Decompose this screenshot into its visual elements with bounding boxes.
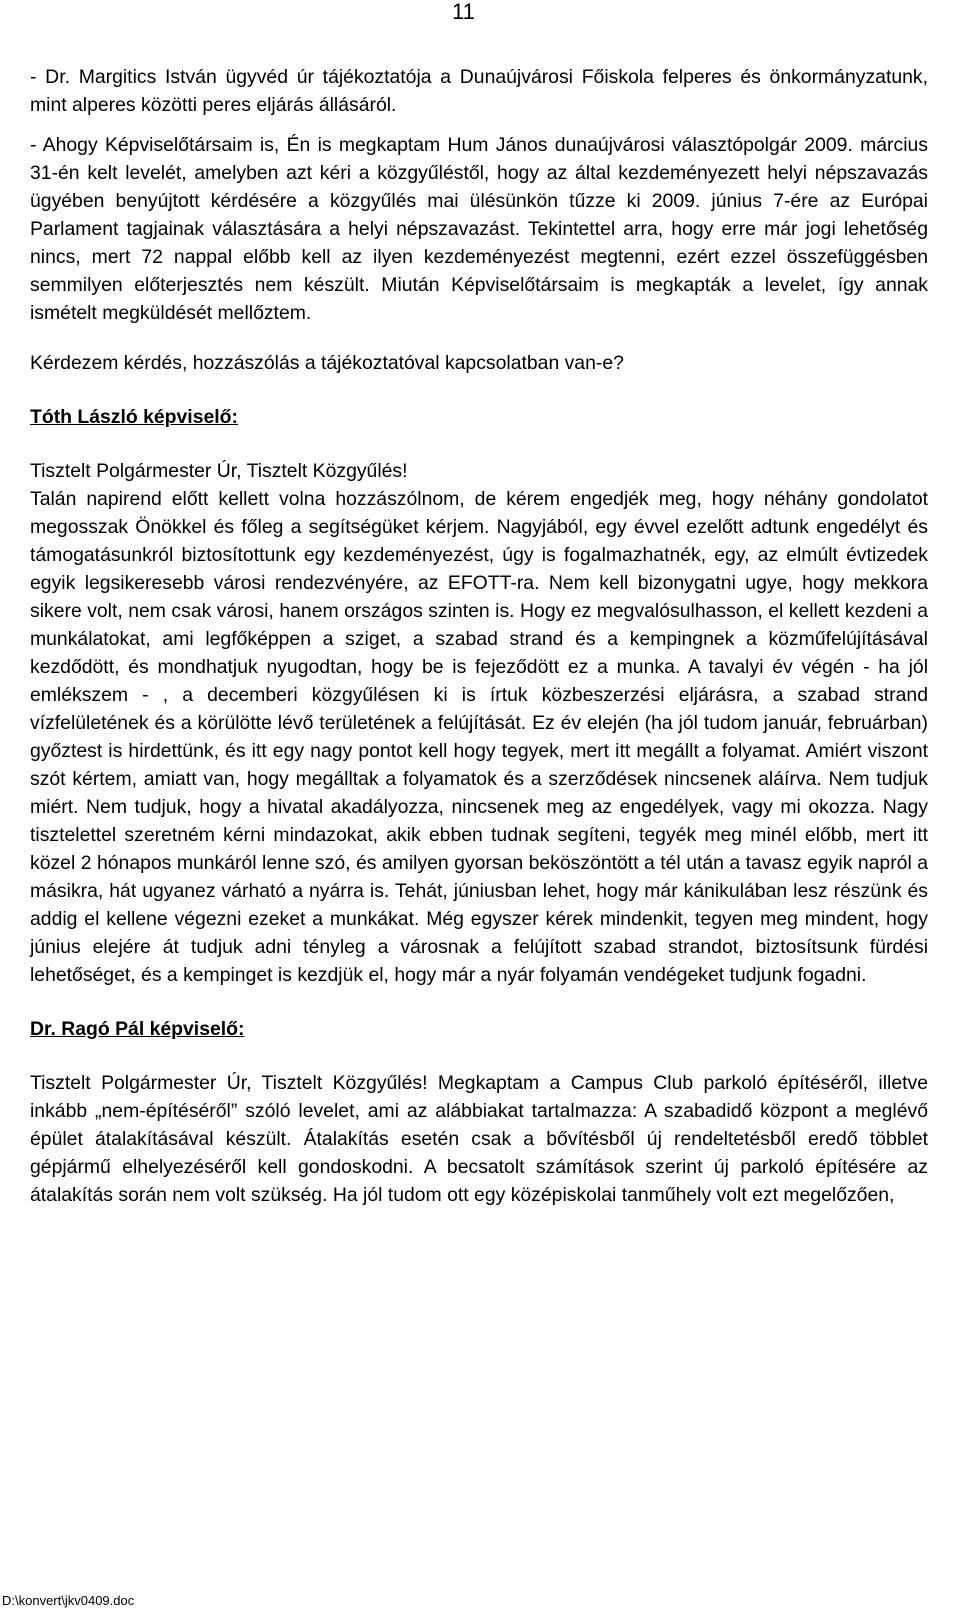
document-body bbox=[30, 63, 928, 1209]
paragraph-hum-janos-letter: - Ahogy Képviselőtársaim is, Én is megkaptam Hum János dunaújvárosi választópolgár 2009. március 31-én kelt levelét, amelyben azt kéri a közgyűléstől, hogy az által kezdeményezett helyi népszavazás ügyében benyújtott kérdésére a közgyűlés mai ülésünkön tűzze ki 2009. június 7-ére az Európai Parlament tagjainak választására a helyi népszavazást. Tekintettel arra, hogy erre már jogi lehetőség nincs, mert 72 nappal előbb kell az ilyen kezdeményezést megtenni, ezért ezzel összefüggésben semmilyen előterjesztés nem készült. Miután Képviselőtársaim is megkapták a levelet, így annak ismételt megküldését mellőztem. bbox=[30, 134, 928, 324]
paragraph-question: Kérdezem kérdés, hozzászólás a tájékoztatóval kapcsolatban van-e? bbox=[30, 352, 624, 374]
footer-file-path: D:\konvert\jkv0409.doc bbox=[2, 1593, 135, 1608]
paragraph-toth-speech: Talán napirend előtt kellett volna hozzászólnom, de kérem engedjék meg, hogy néhány gondolatot megosszak Önökkel és főleg a segítségüket kérjem. Nagyjából, egy évvel ezelőtt adtunk engedélyt és támogatásunkról biztosítottunk egy kezdeményezést, úgy is fogalmazhatnék, egy, az elmúlt évtizedek egyik legsikeresebb városi rendezvényére, az EFOTT-ra. Nem kell bizonygatni ugye, hogy mekkora sikere volt, nem csak városi, hanem országos szinten is. Hogy ez megvalósulhasson, el kellett kezdeni a munkálatokat, ami legfőképpen a sziget, a szabad strand és a kempingnek a közműfelújításával kezdődött, és mondhatjuk nyugodtan, hogy be is fejeződött ez a munka. A tavalyi év végén - ha jól emlékszem - , a decemberi közgyűlésen ki is írtuk közbeszerzési eljárásra, a szabad strand vízfelületének és a körülötte lévő területének a felújítását. Ez év elején (ha jól tudom január, februárban) győztest is hirdettünk, és itt egy nagy pontot kell hogy tegyek, mert itt megállt a folyamat. Amiért viszont szót kértem, amiatt van, hogy megálltak a folyamatok és a szerződések nincsenek aláírva. Nem tudjuk miért. Nem tudjuk, hogy a hivatal akadályozza, nincsenek meg az engedélyek, vagy mi okozza. Nagy tisztelettel szeretném kérni mindazokat, akik ebben tudnak segíteni, tegyék meg minél előbb, mert itt közel 2 hónapos munkáról lenne szó, és amilyen gyorsan beköszöntött a tél után a tavasz egyik napról a másikra, hát ugyanez várható a nyárra is. Tehát, júniusban lehet, hogy már kánikulában lesz részünk és addig el kellene végezni ezeket a munkákat. Még egyszer kérek mindenkit, tegyen meg mindent, hogy június elejére át tudjuk adni tényleg a városnak a felújított szabad strandot, biztosítsunk fürdési lehetőséget, és a kempinget is kezdjük el, hogy már a nyár folyamán vendégeket tudjunk fogadni. bbox=[30, 488, 928, 986]
page-number: 11 bbox=[452, 0, 475, 24]
speaker-heading-rago: Dr. Ragó Pál képviselő: bbox=[30, 1018, 245, 1040]
speaker-heading-toth: Tóth László képviselő: bbox=[30, 406, 238, 428]
paragraph-rago-speech: Tisztelt Polgármester Úr, Tisztelt Közgyűlés! Megkaptam a Campus Club parkoló építéséről, illetve inkább „nem-építéséről” szóló levelet, ami az alábbiakat tartalmazza: A szabadidő központ a meglévő épület átalakításával készült. Átalakítás esetén csak a bővítésből új rendeltetésből eredő többlet gépjármű elhelyezéséről kell gondoskodni. A becsatolt számítások szerint új parkoló építésére az átalakítás során nem volt szükség. Ha jól tudom ott egy középiskolai tanműhely volt ezt megelőzően, bbox=[30, 1072, 928, 1206]
paragraph-margitics-info: - Dr. Margitics István ügyvéd úr tájékoztatója a Dunaújvárosi Főiskola felperes és önkormányzatunk, mint alperes közötti peres eljárás állásáról. bbox=[30, 66, 928, 116]
greeting-toth: Tisztelt Polgármester Úr, Tisztelt Közgyűlés! bbox=[30, 460, 408, 482]
